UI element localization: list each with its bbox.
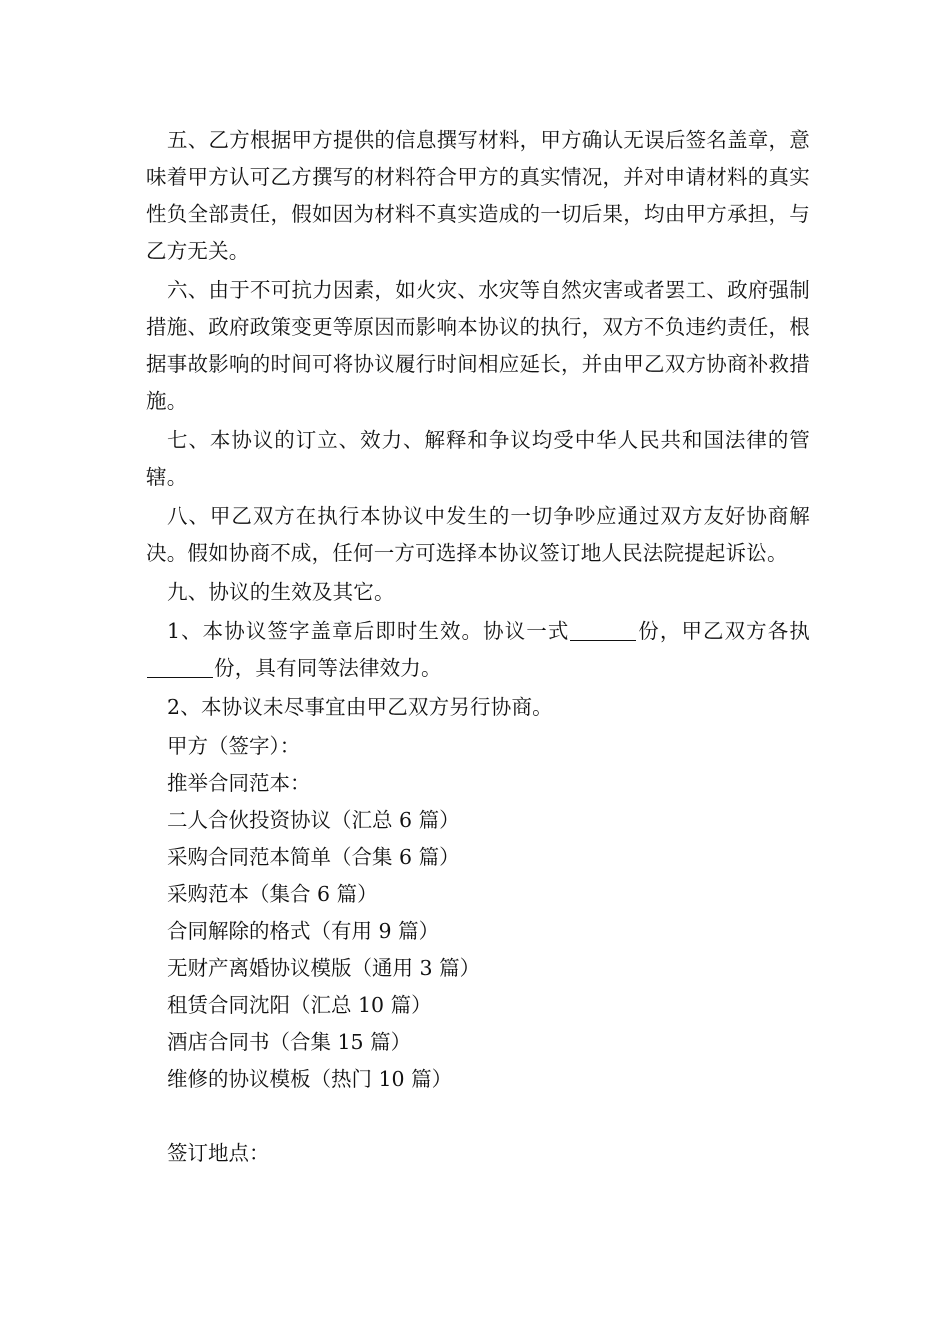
- recommend-item: 酒店合同书（合集 15 篇）: [167, 1030, 412, 1054]
- recommend-item: 合同解除的格式（有用 9 篇）: [167, 919, 440, 943]
- clause-5: 五、乙方根据甲方提供的信息撰写材料，甲方确认无误后签名盖章，意味着甲方认可乙方撰写的材料符合甲方的真实情况，并对申请材料的真实性负全部责任，假如因为材料不真实造成的一切后果，均由甲方承担，与乙方无关。: [146, 128, 810, 263]
- clause-9-2: 2、本协议未尽事宜由甲乙双方另行协商。: [167, 695, 553, 719]
- copies-each-blank: [147, 655, 213, 678]
- recommend-item: 采购范本（集合 6 篇）: [167, 882, 378, 906]
- clause-9-1-part-b: 份，甲乙双方各执: [637, 619, 810, 643]
- clause-6: 六、由于不可抗力因素，如火灾、水灾等自然灾害或者罢工、政府强制措施、政府政策变更等原因而影响本协议的执行，双方不负违约责任，根据事故影响的时间可将协议履行时间相应延长，并由甲乙双方协商补救措施。: [146, 278, 810, 413]
- recommend-item: 维修的协议模板（热门 10 篇）: [167, 1067, 453, 1091]
- recommend-heading: 推举合同范本：: [167, 771, 311, 795]
- recommend-item: 采购合同范本简单（合集 6 篇）: [167, 845, 460, 869]
- recommend-item: 二人合伙投资协议（汇总 6 篇）: [167, 808, 460, 832]
- clause-9-1-part-c: 份，具有同等法律效力。: [214, 656, 442, 680]
- document-body: [146, 122, 810, 1172]
- clause-9-1-part-a: 1、本协议签字盖章后即时生效。协议一式: [167, 619, 570, 643]
- recommend-item: 无财产离婚协议模版（通用 3 篇）: [167, 956, 481, 980]
- party-a-signature-label: 甲方（签字）：: [167, 734, 301, 758]
- recommend-item: 租赁合同沈阳（汇总 10 篇）: [167, 993, 432, 1017]
- copies-total-blank: [570, 618, 636, 641]
- spacer: [146, 1098, 810, 1135]
- clause-9: 九、协议的生效及其它。: [167, 580, 395, 604]
- clause-9-1: [146, 613, 810, 687]
- signing-place-label: 签订地点：: [167, 1141, 270, 1165]
- clause-7: 七、本协议的订立、效力、解释和争议均受中华人民共和国法律的管辖。: [146, 428, 810, 489]
- clause-8: 八、甲乙双方在执行本协议中发生的一切争吵应通过双方友好协商解决。假如协商不成，任何一方可选择本协议签订地人民法院提起诉讼。: [146, 504, 810, 565]
